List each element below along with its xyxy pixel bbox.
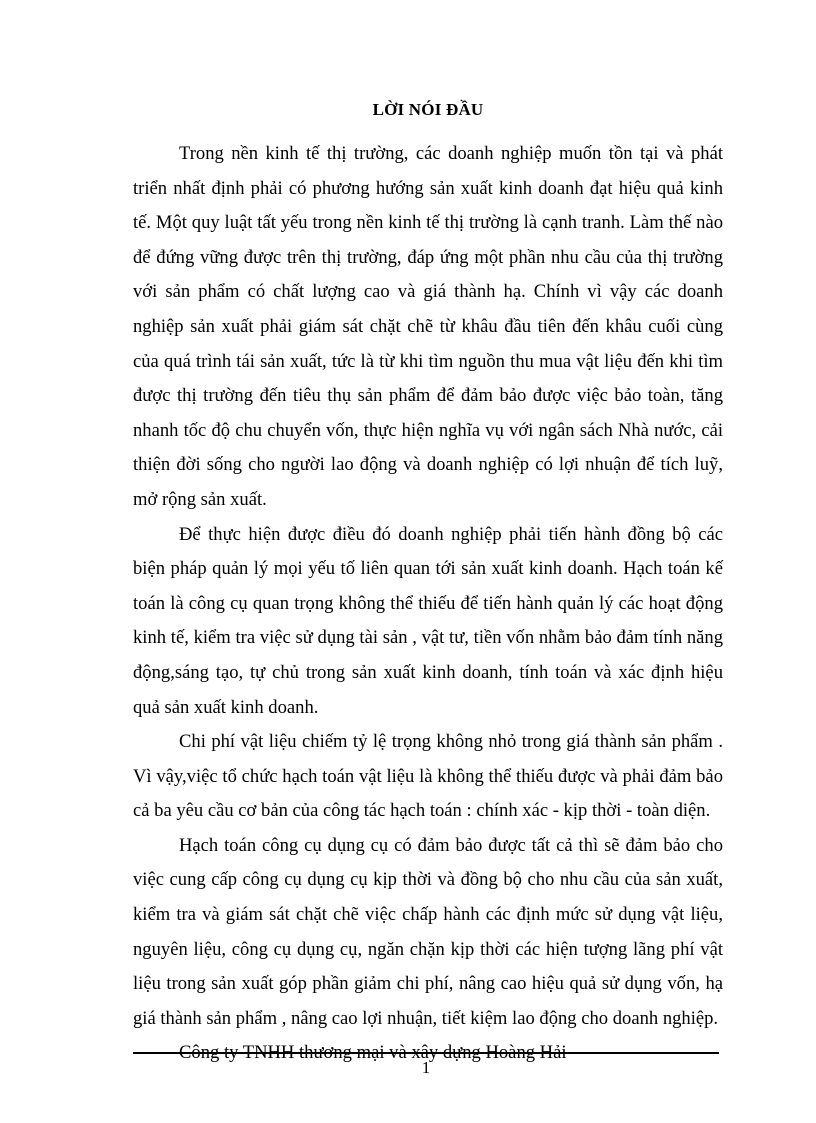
page-title: LỜI NÓI ĐẦU — [372, 100, 484, 119]
footer-divider — [133, 1052, 719, 1054]
document-body — [133, 137, 723, 1071]
paragraph-4: Hạch toán công cụ dụng cụ có đảm bảo được tất cả thì sẽ đảm bảo cho việc cung cấp công cụ dụng cụ kịp thời và đồng bộ cho nhu cầu của sản xuất, kiểm tra và giám sát chặt chẽ việc chấp hành các định mức sử dụng vật liệu, nguyên liệu, công cụ dụng cụ, ngăn chặn kịp thời các hiện tượng lãng phí vật liệu trong sản xuất góp phần giảm chi phí, nâng cao hiệu quả sử dụng vốn, hạ giá thành sản phẩm , nâng cao lợi nhuận, tiết kiệm lao động cho doanh nghiệp. — [133, 834, 723, 1029]
page-number: 1 — [421, 1058, 431, 1077]
paragraph-2: Để thực hiện được điều đó doanh nghiệp phải tiến hành đồng bộ các biện pháp quản lý mọi yếu tố liên quan tới sản xuất kinh doanh. Hạch toán kế toán là công cụ quan trọng không thể thiếu để tiến hành quản lý các hoạt động kinh tế, kiểm tra việc sử dụng tài sản , vật tư, tiền vốn nhằm bảo đảm tính năng động,sáng tạo, tự chủ trong sản xuất kinh doanh, tính toán và xác định hiệu quả sản xuất kinh doanh. — [133, 523, 723, 718]
paragraph-1: Trong nền kinh tế thị trường, các doanh nghiệp muốn tồn tại và phát triển nhất định phải có phương hướng sản xuất kinh doanh đạt hiệu quả kinh tế. Một quy luật tất yếu trong nền kinh tế thị trường là cạnh tranh. Làm thế nào để đứng vững được trên thị trường, đáp ứng một phần nhu cầu của thị trường với sản phẩm có chất lượng cao và giá thành hạ. Chính vì vậy các doanh nghiệp sản xuất phải giám sát chặt chẽ từ khâu đầu tiên đến khâu cuối cùng của quá trình tái sản xuất, tức là từ khi tìm nguồn thu mua vật liệu đến khi tìm được thị trường đến tiêu thụ sản phẩm để đảm bảo được việc bảo toàn, tăng nhanh tốc độ chu chuyển vốn, thực hiện nghĩa vụ với ngân sách Nhà nước, cải thiện đời sống cho người lao động và doanh nghiệp có lợi nhuận để tích luỹ, mở rộng sản xuất. — [133, 143, 723, 510]
paragraph-5: Công ty TNHH thương mại và xây dựng Hoàng Hải — [179, 1042, 567, 1064]
paragraph-3: Chi phí vật liệu chiếm tỷ lệ trọng không nhỏ trong giá thành sản phẩm . Vì vậy,việc tổ chức hạch toán vật liệu là không thể thiếu được và phải đảm bảo cả ba yêu cầu cơ bản của công tác hạch toán : chính xác - kịp thời - toàn diện. — [133, 731, 723, 822]
